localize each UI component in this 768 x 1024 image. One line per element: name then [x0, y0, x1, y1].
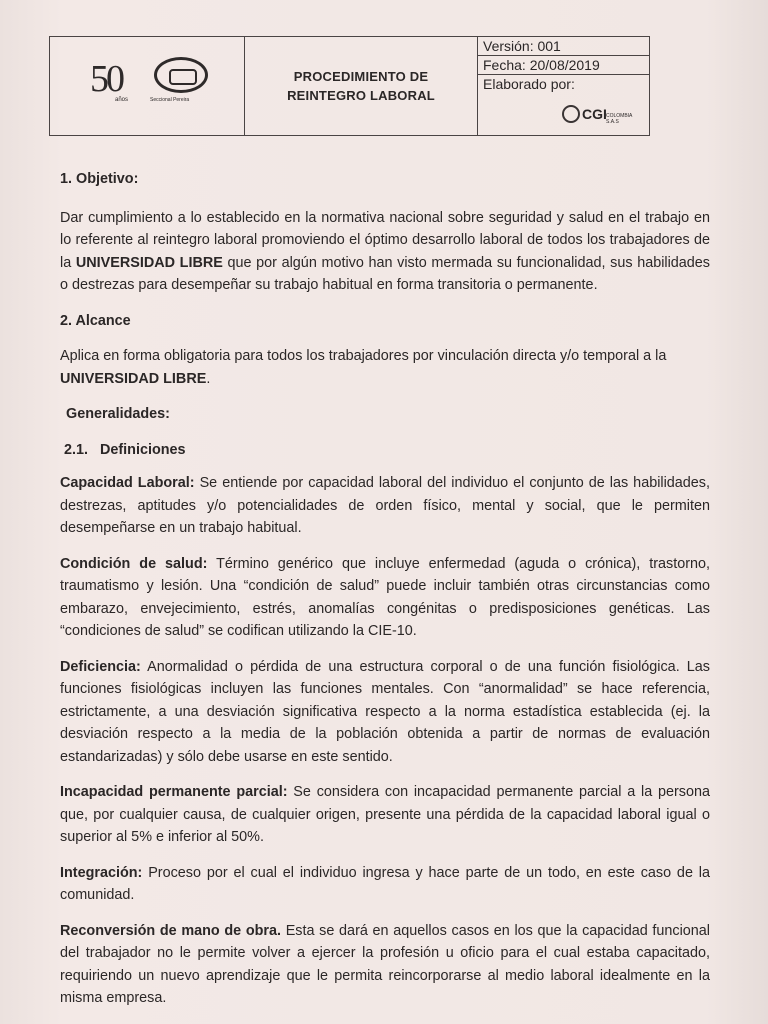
definition-item: Reconversión de mano de obra. Esta se dará en aquellos casos en los que la capacidad funcional del trabajador no le permite volver a ejercer la profesión u oficio para el cual estaba capacitado, requiriendo un nuevo aprendizaje que le permita reincorporarse al medio laboral idealmente en la misma empresa.: [60, 922, 710, 1006]
definitions-list: [60, 472, 710, 1010]
seal-caption: Seccional Pereira: [150, 97, 190, 103]
definition-item: Integración: Proceso por el cual el individuo ingresa y hace parte de un todo, en este caso de la comunidad.: [60, 864, 710, 903]
document-title: PROCEDIMIENTO DE REINTEGRO LABORAL: [287, 69, 435, 103]
section-objetivo-text: Dar cumplimiento a lo establecido en la normativa nacional sobre seguridad y salud en el trabajo en lo referente al reintegro laboral promoviendo el óptimo desarrollo laboral de todos los trabajadores de la UNIVERSIDAD LIBRE que por algún motivo han visto mermada su funcionalidad, sus habilidades o destrezas para desempeñar su trabajo habitual en forma transitoria o permanente.: [60, 209, 711, 293]
cgi-logo-subtext: COLOMBIA S.A.S: [606, 113, 633, 125]
meta-cell: [478, 37, 649, 135]
anniversary-logo: 50: [90, 58, 122, 100]
definition-item: Deficiencia: Anormalidad o pérdida de una estructura corporal o de una función fisiológica. Las funciones fisiológicas incluyen las funciones mentales. Con “anormalidad” se hace referencia, estrictamente, a una desviación significativa respecto a la norma estadística establecida (ej. la desviación respecto a la media de la población obtenida a partir de normas de evaluación estandarizadas) y sólo debe usarse en este sentido.: [60, 658, 710, 765]
section-alcance-heading: 2. Alcance: [60, 312, 131, 329]
anniversary-years: años: [115, 97, 129, 103]
section-alcance-text: Aplica en forma obligatoria para todos los trabajadores por vinculación directa y/o temporal a la UNIVERSIDAD LIBRE.: [60, 348, 667, 387]
section-generalidades-heading: Generalidades:: [66, 406, 170, 422]
date-field: Fecha: 20/08/2019: [478, 56, 649, 75]
cgi-logo: [562, 103, 642, 129]
author-label: Elaborado por:: [483, 76, 575, 92]
definition-item: Condición de salud: Término genérico que incluye enfermedad (aguda o crónica), trastorno, traumatismo y lesión. Una “condición de salud” puede incluir también otras circunstancias como embarazo, envejecimiento, estrés, anomalías congénitas o predisposiciones genéticas. Las “condiciones de salud” se codifican utilizando la CIE-10.: [60, 555, 710, 639]
document-header-table: [49, 36, 650, 136]
title-cell: [245, 37, 478, 135]
logo-cell: [50, 37, 245, 135]
version-field: Versión: 001: [478, 37, 649, 56]
cgi-globe-icon: [562, 105, 580, 123]
section-definiciones-heading: 2.1. Definiciones: [64, 441, 186, 458]
cgi-logo-text: CGI: [582, 106, 607, 122]
document-body: [60, 168, 710, 1010]
definition-item: Capacidad Laboral: Se entiende por capacidad laboral del individuo el conjunto de las habilidades, destrezas, aptitudes y/o potencialidades de orden físico, mental y social, que le permiten desempeñarse en un trabajo habitual.: [60, 475, 710, 536]
section-objetivo-heading: 1. Objetivo:: [60, 171, 139, 187]
university-seal-icon: [154, 57, 208, 93]
definition-item: Incapacidad permanente parcial: Se considera con incapacidad permanente parcial a la persona que, por cualquier causa, de cualquier origen, presente una pérdida de la capacidad laboral igual o superior al 5% e inferior al 50%.: [60, 784, 710, 845]
